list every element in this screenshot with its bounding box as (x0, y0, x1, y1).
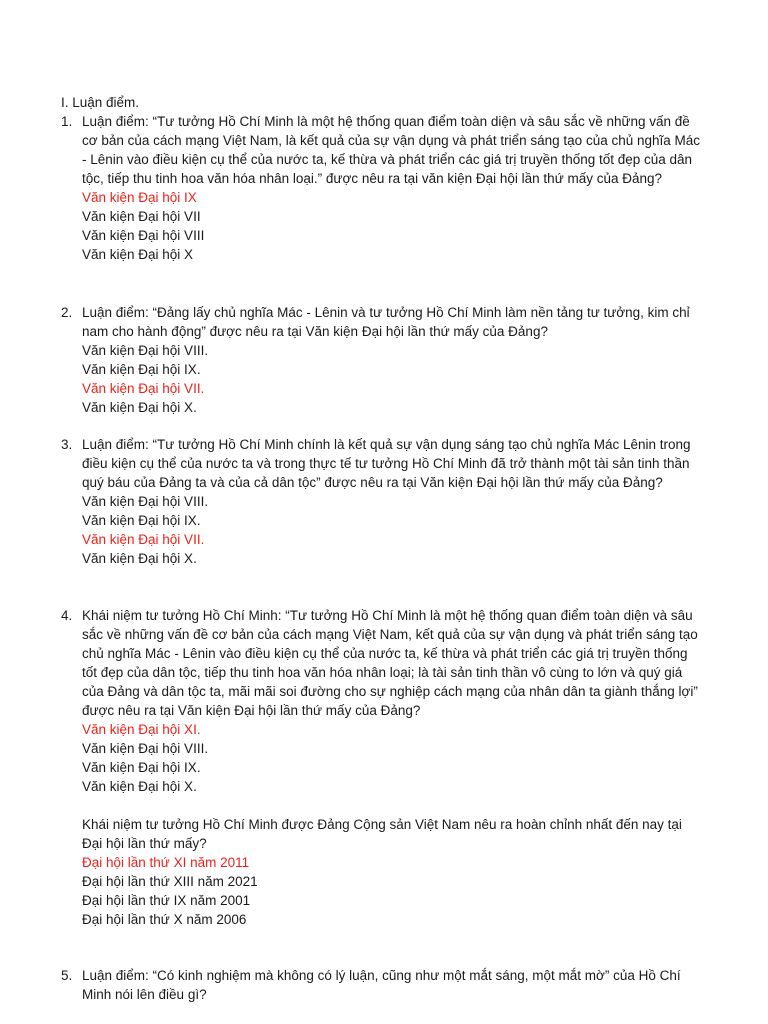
question-text: Khái niệm tư tưởng Hồ Chí Minh: “Tư tưởng Hồ Chí Minh là một hệ thống quan điểm toàn diện và sâu sắc về những vấn đề cơ bản của cách mạng Việt Nam, kết quả của sự vận dụng và phát triển sáng tạo chủ nghĩa Mác - Lênin vào điều kiện cụ thể của nước ta, kế thừa và phát triển các giá trị truyền thống tốt đẹp của dân tộc, tiếp thu tinh hoa văn hóa nhân loại; là tài sản tinh thần vô cùng to lớn và quý giá của Đảng và dân tộc ta, mãi mãi soi đường cho sự nghiệp cách mạng của nhân dân ta giành thắng lợi” được nêu ra tại Văn kiện Đại hội lần thứ mấy của Đảng? (82, 608, 698, 718)
question-text: Luận điểm: “Đảng lấy chủ nghĩa Mác - Lênin và tư tưởng Hồ Chí Minh làm nền tảng tư tưởng, kim chỉ nam cho hành động” được nêu ra tại Văn kiện Đại hội lần thứ mấy của Đảng? (82, 305, 690, 339)
answer-option: Đại hội lần thứ XIII năm 2021 (82, 874, 258, 889)
section-title: I. Luận điểm. (61, 95, 140, 110)
answer-option: Văn kiện Đại hội VII (82, 209, 201, 224)
question-2 (61, 303, 701, 417)
question-number: 1. (61, 114, 73, 129)
question-1 (61, 112, 701, 264)
question-text: Luận điểm: “Tư tưởng Hồ Chí Minh là một hệ thống quan điểm toàn diện và sâu sắc về những vấn đề cơ bản của cách mạng Việt Nam, là kết quả của sự vận dụng và phát triển sáng tạo của chủ nghĩa Mác - Lênin vào điều kiện cụ thể của nước ta, kế thừa và phát triển các giá trị truyền thống tốt đẹp của dân tộc, tiếp thu tinh hoa văn hóa nhân loại.” được nêu ra tại văn kiện Đại hội lần thứ mấy của Đảng? (82, 114, 701, 186)
answer-option: Đại hội lần thứ IX năm 2001 (82, 893, 251, 908)
question-text: Luận điểm: “Có kinh nghiệm mà không có lý luận, cũng như một mắt sáng, một mắt mờ” của Hồ Chí Minh nói lên điều gì? (82, 968, 681, 1002)
answer-option: Văn kiện Đại hội X. (82, 551, 197, 566)
answer-option-correct: Văn kiện Đại hội XI. (82, 722, 201, 737)
question-number: 5. (61, 968, 73, 983)
question-text: Luận điểm: “Tư tưởng Hồ Chí Minh chính là kết quả sự vận dụng sáng tạo chủ nghĩa Mác Lênin trong điều kiện cụ thể của nước ta và trong thực tế tư tưởng Hồ Chí Minh đã trở thành một tài sản tinh thần quý báu của Đảng ta và của cả dân tộc” được nêu ra tại Văn kiện Đại hội lần thứ mấy của Đảng? (82, 437, 691, 490)
question-number: 4. (61, 608, 73, 623)
question-5 (61, 966, 701, 1004)
question-text: Khái niệm tư tưởng Hồ Chí Minh được Đảng Cộng sản Việt Nam nêu ra hoàn chỉnh nhất đến nay tại Đại hội lần thứ mấy? (82, 817, 682, 851)
answer-option: Văn kiện Đại hội IX. (82, 362, 201, 377)
answer-option: Văn kiện Đại hội X. (82, 400, 197, 415)
answer-option-correct: Văn kiện Đại hội VII. (82, 532, 205, 547)
answer-option-correct: Văn kiện Đại hội IX (82, 190, 197, 205)
question-4-followup (82, 815, 702, 929)
question-4 (61, 606, 701, 796)
answer-option: Văn kiện Đại hội VIII (82, 228, 205, 243)
answer-option: Đại hội lần thứ X năm 2006 (82, 912, 247, 927)
question-3 (61, 435, 701, 568)
question-number: 2. (61, 305, 73, 320)
answer-option: Văn kiện Đại hội X (82, 247, 194, 262)
answer-option: Văn kiện Đại hội X. (82, 779, 197, 794)
answer-option: Văn kiện Đại hội VIII. (82, 494, 209, 509)
answer-option-correct: Văn kiện Đại hội VII. (82, 381, 205, 396)
answer-option-correct: Đại hội lần thứ XI năm 2011 (82, 855, 250, 870)
answer-option: Văn kiện Đại hội VIII. (82, 343, 209, 358)
answer-option: Văn kiện Đại hội IX. (82, 760, 201, 775)
question-number: 3. (61, 437, 73, 452)
answer-option: Văn kiện Đại hội IX. (82, 513, 201, 528)
answer-option: Văn kiện Đại hội VIII. (82, 741, 209, 756)
